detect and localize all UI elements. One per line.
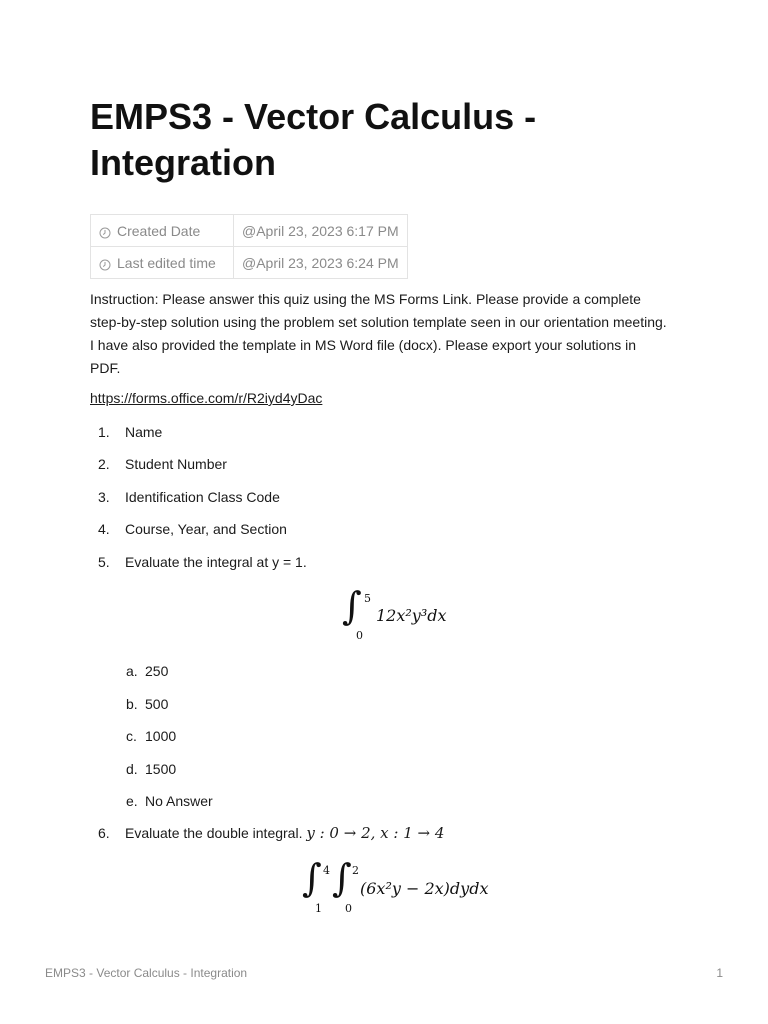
item-number: 4. xyxy=(98,521,110,537)
property-row xyxy=(91,215,408,247)
item-number: 1. xyxy=(98,424,110,440)
ms-forms-link[interactable]: https://forms.office.com/r/R2iyd4yDac xyxy=(90,390,323,406)
choice-text: 1000 xyxy=(145,728,177,744)
page-title: EMPS3 - Vector Calculus - Integration xyxy=(90,96,537,183)
q6-bounds: y : 0 → 2, x : 1 → 4 xyxy=(306,824,445,842)
lower-limit: 0 xyxy=(356,629,363,642)
choice-letter: a. xyxy=(126,663,138,679)
item-text: Course, Year, and Section xyxy=(125,521,287,537)
choice-letter: c. xyxy=(126,728,137,744)
list-item xyxy=(98,823,444,843)
item-text: Student Number xyxy=(125,456,227,472)
outer-integral-sign: ∫ xyxy=(302,856,322,900)
inner-upper-limit: 2 xyxy=(352,864,359,877)
property-label xyxy=(91,247,234,279)
q5-integral-formula xyxy=(342,584,462,648)
list-item xyxy=(98,454,227,474)
footer-title: EMPS3 - Vector Calculus - Integration xyxy=(45,966,248,980)
choice-text: 250 xyxy=(145,663,169,679)
choice-item xyxy=(126,791,213,811)
choice-text: 500 xyxy=(145,696,169,712)
item-text: Identification Class Code xyxy=(125,489,280,505)
choice-text: 1500 xyxy=(145,761,177,777)
list-item xyxy=(98,519,287,539)
property-value: @April 23, 2023 6:24 PM xyxy=(234,247,408,279)
integrand: 12x²y³dx xyxy=(376,606,447,625)
choice-item xyxy=(126,694,168,714)
inner-integral-sign: ∫ xyxy=(332,856,352,900)
item-number: 3. xyxy=(98,489,110,505)
choice-letter: b. xyxy=(126,696,138,712)
outer-upper-limit: 4 xyxy=(323,864,330,877)
inner-lower-limit: 0 xyxy=(345,902,352,915)
outer-lower-limit: 1 xyxy=(315,902,322,915)
property-row xyxy=(91,247,408,279)
list-item xyxy=(98,552,307,572)
choice-text: No Answer xyxy=(145,793,213,809)
clock-icon xyxy=(99,259,111,271)
integral-sign: ∫ xyxy=(342,584,362,628)
instruction-text: Instruction: Please answer this quiz using the MS Forms Link. Please provide a complete step-by-step solution using the problem set solution template seen in our orientation meeting. I have also provided the template in MS Word file (docx). Please export your solutions in PDF. xyxy=(90,291,667,376)
item-number: 6. xyxy=(98,825,110,841)
list-item xyxy=(98,487,280,507)
clock-icon xyxy=(99,227,111,239)
choice-item xyxy=(126,661,168,681)
property-label xyxy=(91,215,234,247)
upper-limit: 5 xyxy=(364,592,371,605)
property-value: @April 23, 2023 6:17 PM xyxy=(234,215,408,247)
list-item xyxy=(98,422,162,442)
choice-letter: e. xyxy=(126,793,138,809)
choice-item xyxy=(126,759,176,779)
item-text: Evaluate the integral at y = 1. xyxy=(125,554,307,570)
item-text: Name xyxy=(125,424,163,440)
footer-page-number: 1 xyxy=(716,966,723,980)
choice-item xyxy=(126,726,176,746)
item-number: 5. xyxy=(98,554,110,570)
property-label-text: Last edited time xyxy=(117,254,216,271)
choice-letter: d. xyxy=(126,761,138,777)
item-number: 2. xyxy=(98,456,110,472)
item-text: Evaluate the double integral. xyxy=(125,825,303,841)
properties-table xyxy=(90,214,408,279)
integrand: (6x²y − 2x)dydx xyxy=(360,879,489,898)
q6-integral-formula xyxy=(302,856,522,924)
property-label-text: Created Date xyxy=(117,222,201,239)
